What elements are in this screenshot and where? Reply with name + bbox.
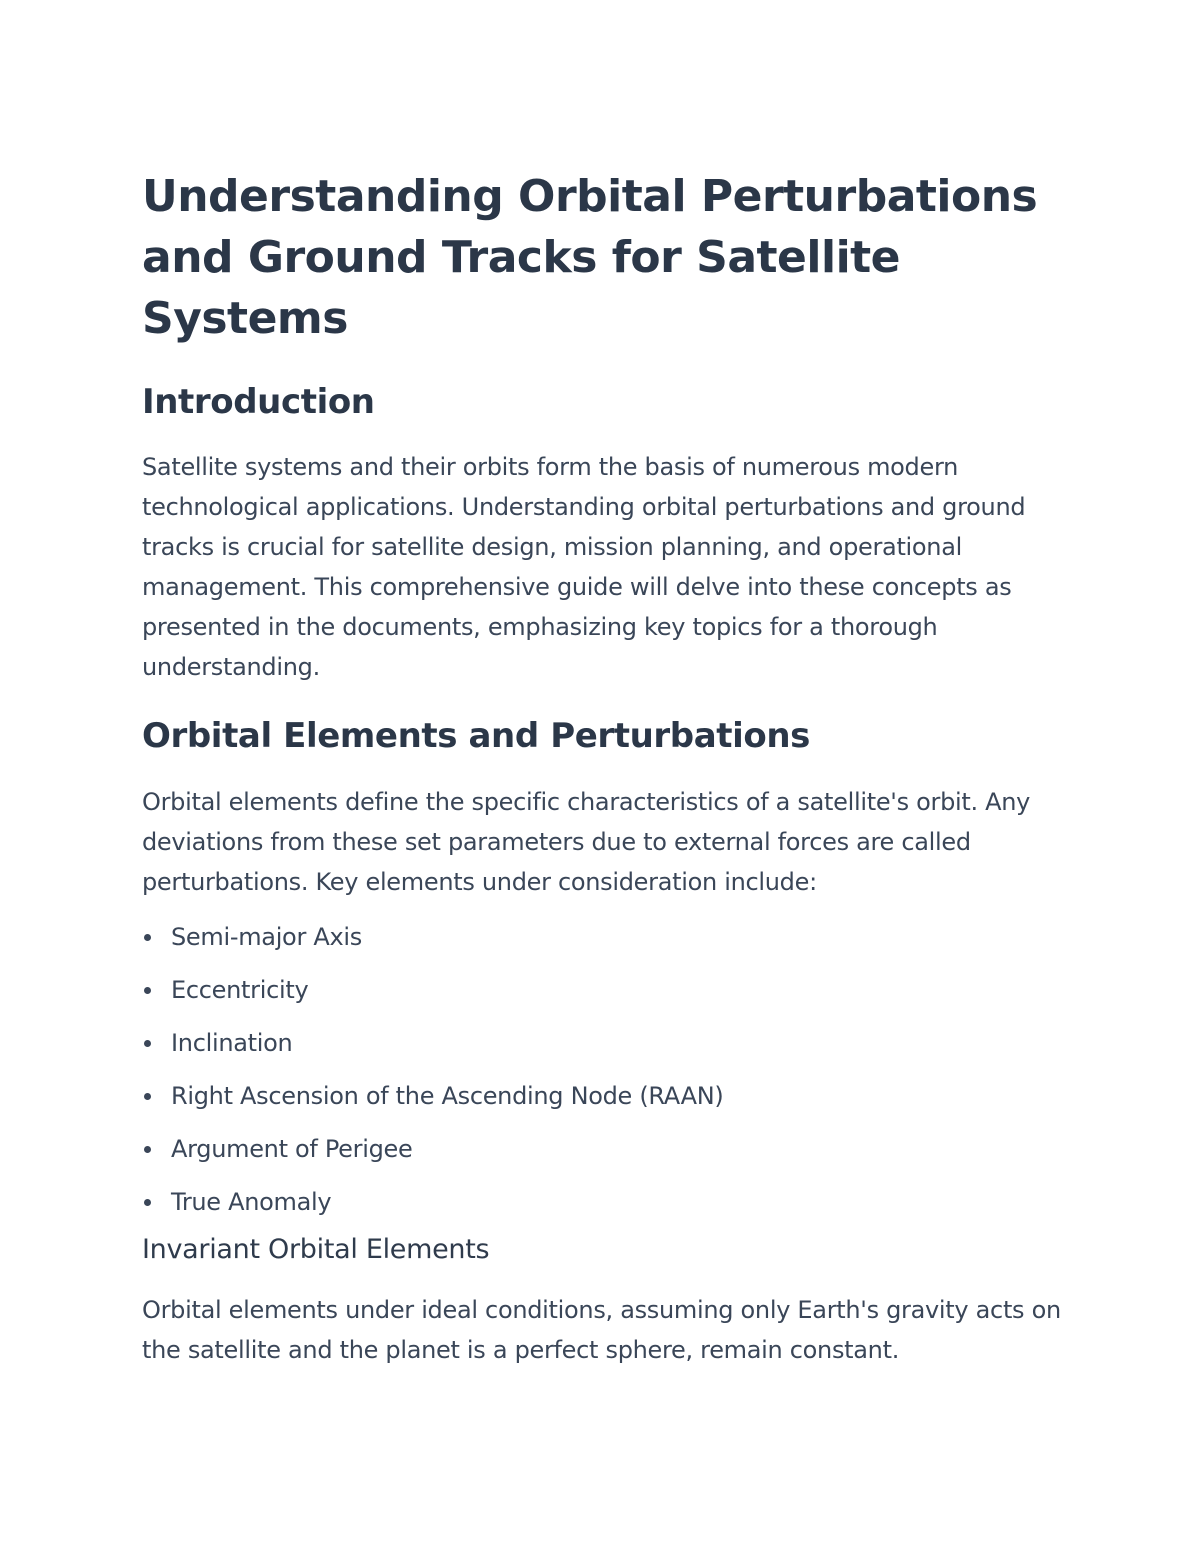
list-item <box>142 964 1072 1017</box>
list-item <box>142 1070 1072 1123</box>
bullet-icon <box>144 934 151 941</box>
bullet-icon <box>144 1146 151 1153</box>
bullet-icon <box>144 1040 151 1047</box>
bullet-icon <box>144 1093 151 1100</box>
list-item <box>142 1176 1072 1229</box>
list-item-text: Right Ascension of the Ascending Node (RAAN) <box>171 1082 724 1110</box>
section-heading-introduction: Introduction <box>142 382 375 422</box>
list-item-text: Argument of Perigee <box>171 1135 413 1163</box>
list-item-text: True Anomaly <box>171 1188 332 1216</box>
document-page <box>142 166 1072 1370</box>
section-heading-orbital-elements: Orbital Elements and Perturbations <box>142 716 810 756</box>
list-item-text: Eccentricity <box>171 976 309 1004</box>
list-item <box>142 911 1072 964</box>
subsection-heading-invariant: Invariant Orbital Elements <box>142 1234 490 1265</box>
list-item <box>142 1123 1072 1176</box>
invariant-paragraph: Orbital elements under ideal conditions, assuming only Earth's gravity acts on the satellite and the planet is a perfect sphere, remain constant. <box>142 1296 1061 1364</box>
list-item <box>142 1017 1072 1070</box>
bullet-icon <box>144 1199 151 1206</box>
bullet-icon <box>144 987 151 994</box>
list-item-text: Semi-major Axis <box>171 923 362 951</box>
document-title: Understanding Orbital Perturbations and Ground Tracks for Satellite Systems <box>142 171 1038 344</box>
introduction-paragraph: Satellite systems and their orbits form the basis of numerous modern technological applications. Understanding orbital perturbations and ground tracks is crucial for satellite design, mission planning, and operational management. This comprehensive guide will delve into these concepts as presented in the documents, emphasizing key topics for a thorough understanding. <box>142 453 1026 681</box>
list-item-text: Inclination <box>171 1029 293 1057</box>
orbital-elements-list <box>142 911 1072 1229</box>
orbital-elements-paragraph: Orbital elements define the specific characteristics of a satellite's orbit. Any deviations from these set parameters due to external forces are called perturbations. Key elements under consideration include: <box>142 788 1031 896</box>
